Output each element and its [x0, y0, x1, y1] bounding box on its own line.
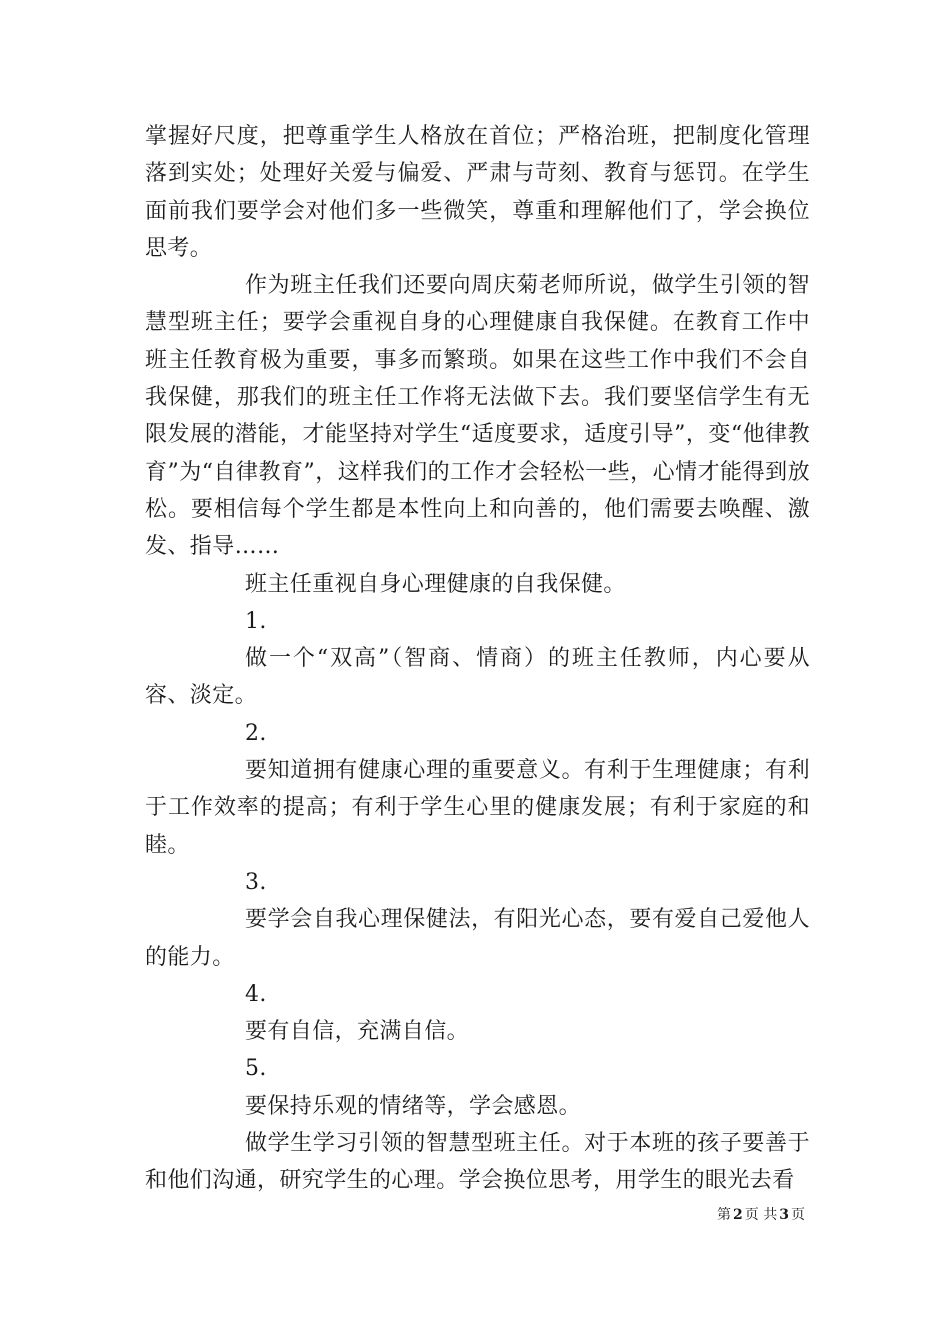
section-heading: 班主任重视自身心理健康的自我保健。	[245, 571, 626, 597]
footer-middle: 页 共	[744, 1207, 778, 1223]
page-footer	[717, 1204, 805, 1224]
document-body	[145, 118, 810, 1200]
list-number: 3.	[245, 869, 267, 895]
list-item-text: 做一个“双高”（智商、情商）的班主任教师，内心要从容、淡定。	[145, 646, 810, 709]
paragraph: 作为班主任我们还要向周庆菊老师所说，做学生引领的智慧型班主任；要学会重视自身的心理健康自我保健。在教育工作中班主任教育极为重要，事多而繁琐。如果在这些工作中我们不会自我保健，那我们的班主任工作将无法做下去。我们要坚信学生有无限发展的潜能，才能坚持对学生“适度要求，适度引导”，变“他律教育”为“自律教育”，这样我们的工作才会轻松一些，心情才能得到放松。要相信每个学生都是本性向上和向善的，他们需要去唤醒、激发、指导……	[145, 273, 810, 560]
list-item-text: 要知道拥有健康心理的重要意义。有利于生理健康；有利于工作效率的提高；有利于学生心里的健康发展；有利于家庭的和睦。	[145, 758, 810, 858]
footer-suffix: 页	[791, 1207, 805, 1223]
list-item-text: 要学会自我心理保健法，有阳光心态，要有爱自己爱他人的能力。	[145, 907, 810, 970]
list-number: 1.	[245, 608, 267, 634]
list-item-text: 要有自信，充满自信。	[245, 1019, 470, 1045]
total-pages-number: 3	[779, 1207, 789, 1223]
list-number: 2.	[245, 720, 267, 746]
paragraph: 做学生学习引领的智慧型班主任。对于本班的孩子要善于和他们沟通，研究学生的心理。学会换位思考，用学生的眼光去看	[145, 1131, 810, 1194]
list-number: 5.	[245, 1056, 267, 1082]
current-page-number: 2	[733, 1207, 743, 1223]
paragraph: 掌握好尺度，把尊重学生人格放在首位；严格治班，把制度化管理落到实处；处理好关爱与偏爱、严肃与苛刻、教育与惩罚。在学生面前我们要学会对他们多一些微笑，尊重和理解他们了，学会换位思考。	[145, 124, 810, 261]
list-item-text: 要保持乐观的情绪等，学会感恩。	[245, 1093, 582, 1119]
list-number: 4.	[245, 981, 267, 1007]
footer-prefix: 第	[717, 1207, 732, 1223]
